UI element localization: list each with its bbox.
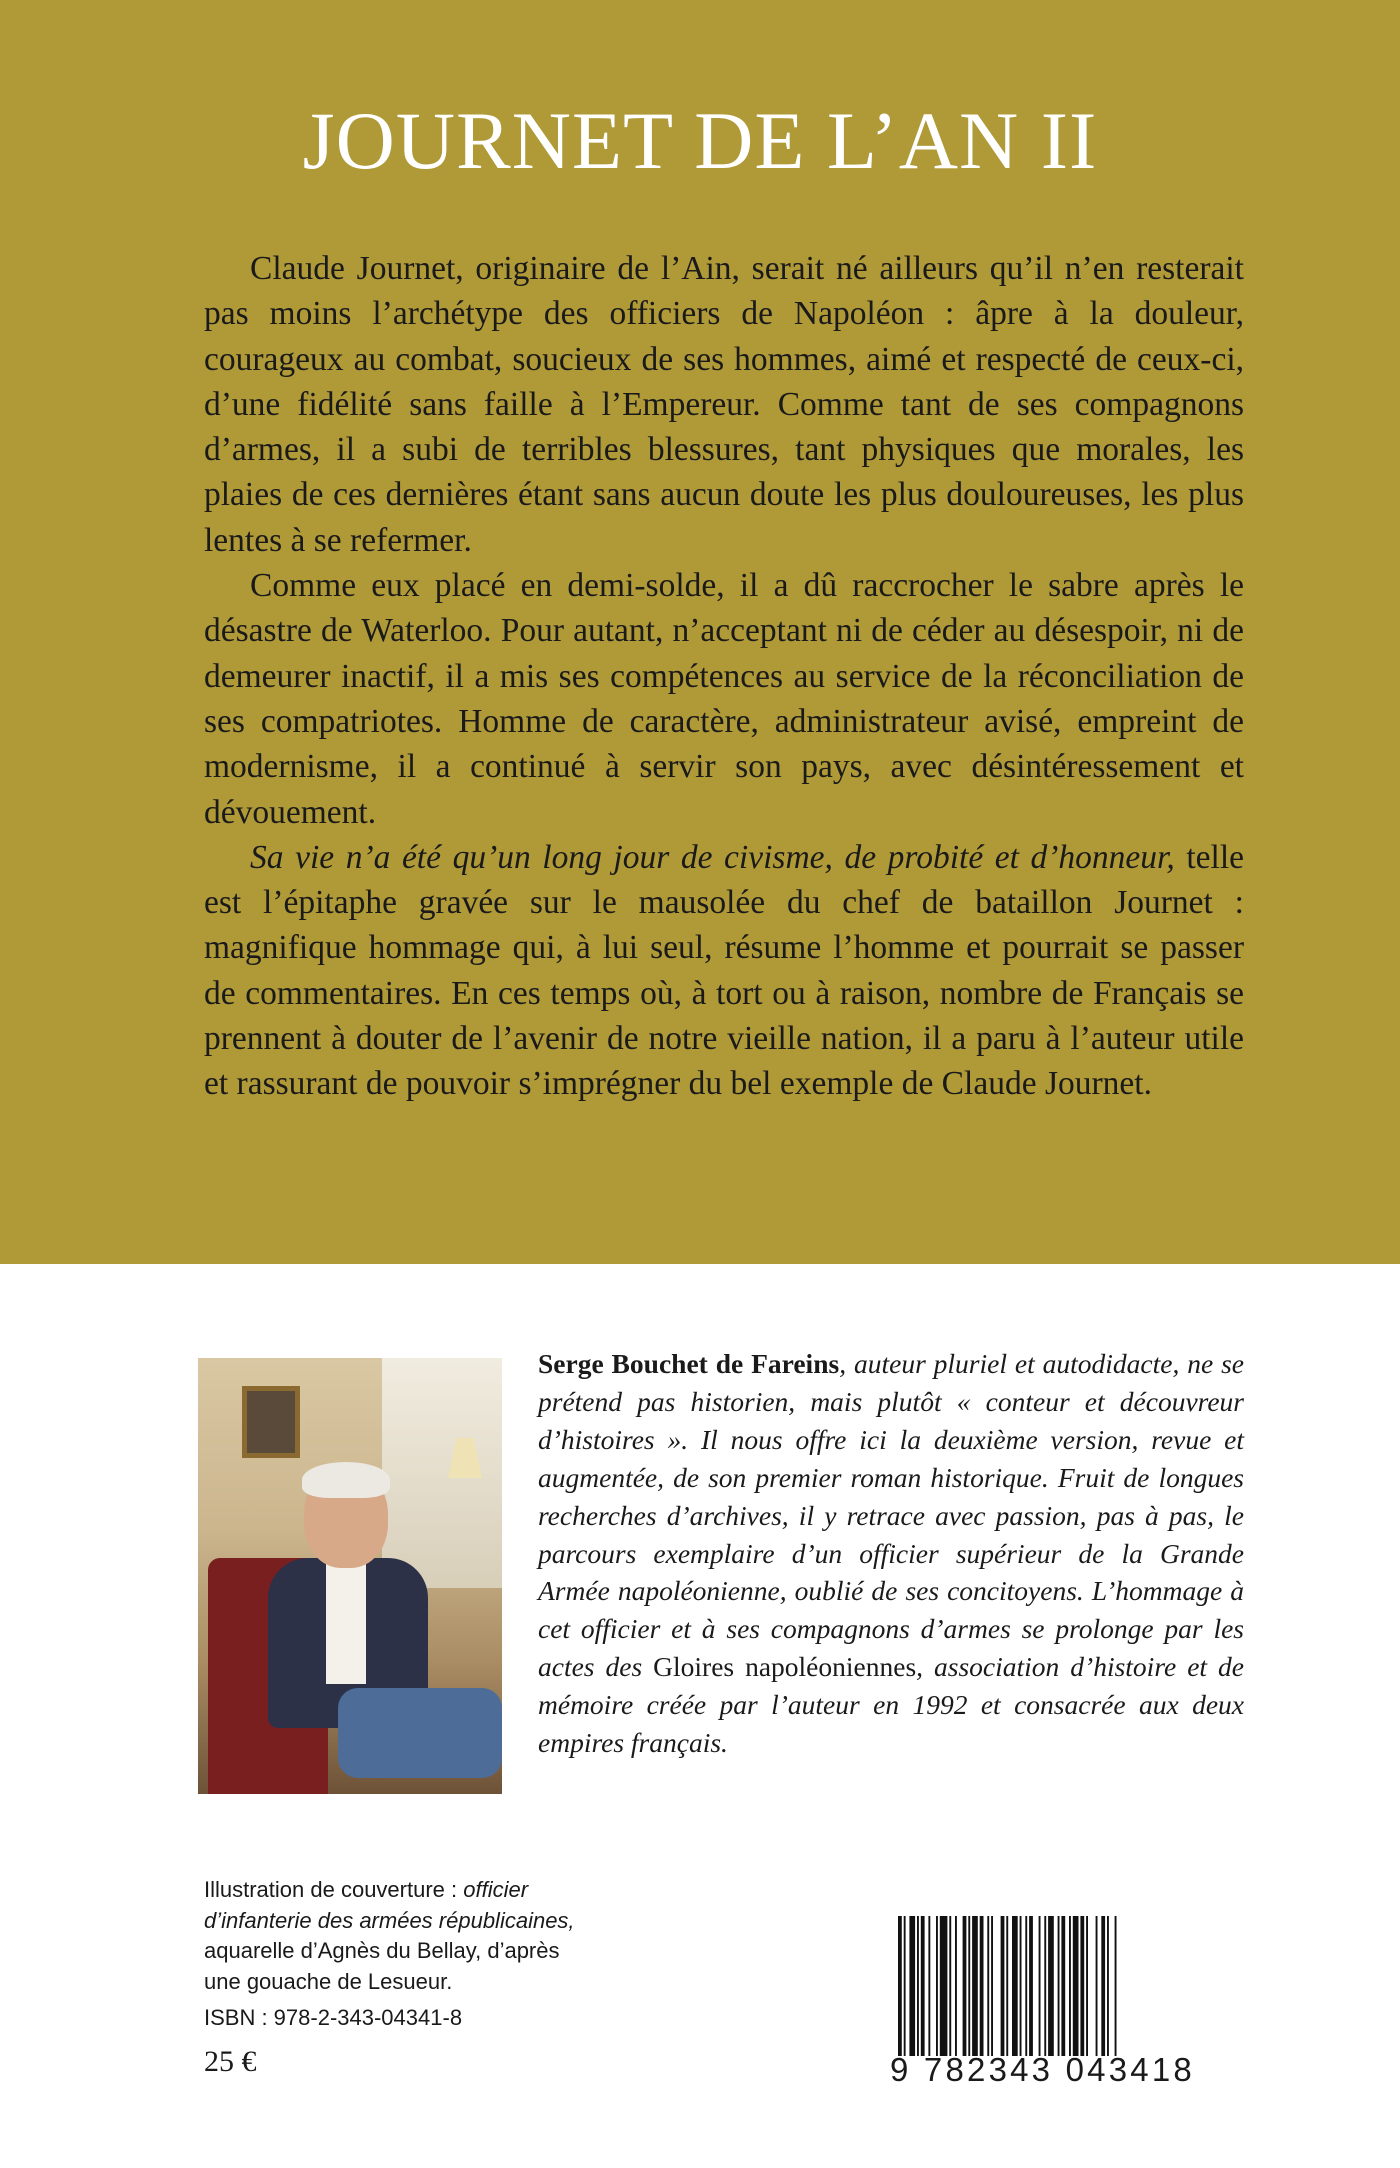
barcode-bar <box>1001 1916 1005 2056</box>
barcode-bar <box>1058 1916 1060 2056</box>
barcode-bar <box>1096 1916 1098 2056</box>
synopsis-paragraph-1: Claude Journet, originaire de l’Ain, serait né ailleurs qu’il n’en resterait pas moins l’archétype des officiers de Napoléon : âpre à la douleur, courageux au combat, soucieux de ses hommes, aimé et respecté de ceux-ci, d’une fidélité sans faille à l’Empereur. Comme tant de ses compagnons d’armes, il a subi de terribles blessures, tant physiques que morales, les plaies de ces dernières étant sans aucun doute les plus douloureuses, les plus lentes à se refermer. <box>204 250 1244 559</box>
barcode-bar <box>987 1916 989 2056</box>
synopsis-paragraph-3 <box>204 835 1244 1107</box>
synopsis-paragraph-3-rest: telle est l’épitaphe gravée sur le mausolée du chef de bataillon Journet : magnifique hommage qui, à lui seul, résume l’homme et pourrait se passer de commentaires. En ces temps où, à tort ou à raison, nombre de Français se prennent à douter de l’avenir de notre vieille nation, il a paru à l’auteur utile et rassurant de pouvoir s’imprégner du bel exemple de Claude Journet. <box>204 838 1244 1103</box>
photo-window <box>382 1358 502 1588</box>
author-bio-part-1: , auteur pluriel et autodidacte, ne se prétend pas historien, mais plutôt « conteur et découvreur d’histoires ». Il nous offre ici la deuxième version, revue et augmentée, de son premier roman historique. Fruit de longues recherches d’archives, il y retrace avec passion, pas à pas, le parcours exemplaire d’un officier supérieur de la Grande Armée napoléonienne, oublié de ses concitoyens. L’hommage à cet officier et à ses compagnons d’armes se prolonge par les actes des <box>538 1348 1244 1683</box>
barcode-digits: 9 782343 043418 <box>890 2051 1195 2088</box>
barcode-bar <box>928 1916 930 2056</box>
author-bio <box>538 1345 1244 1762</box>
book-title: JOURNET DE L’AN II <box>302 95 1098 186</box>
photo-portrait-frame <box>242 1386 300 1458</box>
barcode-bar <box>940 1916 948 2056</box>
cover-illustration-credits <box>204 1875 584 1997</box>
barcode-bar <box>968 1916 970 2056</box>
barcode-bar <box>909 1916 915 2056</box>
barcode-bar <box>1044 1916 1046 2056</box>
credits-italic: officier d’infanterie des armées républicaines, <box>204 1877 575 1933</box>
barcode-bar <box>1073 1916 1079 2056</box>
barcode-bar <box>1006 1916 1008 2056</box>
barcode-bar <box>1020 1916 1022 2056</box>
barcode-bar <box>1025 1916 1027 2056</box>
barcode-bar <box>1107 1916 1109 2056</box>
barcode-bar <box>972 1916 978 2056</box>
isbn: ISBN : 978-2-343-04341-8 <box>204 2005 463 2030</box>
photo-shirt <box>326 1564 366 1684</box>
synopsis-text <box>204 246 1244 1107</box>
barcode-bar <box>955 1916 957 2056</box>
price: 25 € <box>204 2045 257 2078</box>
barcode-bars <box>896 1916 1208 2056</box>
author-name: Serge Bouchet de Fareins <box>538 1348 840 1379</box>
barcode-bar <box>1080 1916 1084 2056</box>
barcode-bar <box>1029 1916 1033 2056</box>
barcode-bar <box>963 1916 967 2056</box>
barcode-bar <box>1069 1916 1071 2056</box>
barcode-bar <box>904 1916 906 2056</box>
credits-rest: aquarelle d’Agnès du Bellay, d’après une gouache de Lesueur. <box>204 1938 560 1994</box>
photo-hair <box>302 1462 390 1498</box>
author-bio-gloires: Gloires napoléoniennes <box>653 1651 917 1683</box>
author-photo <box>198 1358 502 1794</box>
barcode-bar <box>949 1916 951 2056</box>
barcode-bar <box>1086 1916 1088 2056</box>
barcode-bar <box>898 1916 902 2056</box>
photo-legs <box>338 1688 502 1778</box>
barcode-bar <box>1061 1916 1065 2056</box>
barcode-bar <box>917 1916 919 2056</box>
synopsis-paragraph-2: Comme eux placé en demi-solde, il a dû raccrocher le sabre après le désastre de Waterloo. Pour autant, n’acceptant ni de céder au désespoir, ni de demeurer inactif, il a mis ses compétences au service de la réconciliation de ses compatriotes. Homme de caractère, administrateur avisé, empreint de modernisme, il a continué à servir son pays, avec désintéressement et dévouement. <box>204 567 1244 831</box>
epitaph-quote: Sa vie n’a été qu’un long jour de civisme, de probité et d’honneur, <box>250 838 1175 876</box>
barcode-bar <box>980 1916 984 2056</box>
barcode-bar <box>936 1916 938 2056</box>
barcode-bar <box>1115 1916 1117 2056</box>
barcode-bar <box>1101 1916 1105 2056</box>
barcode-bar <box>921 1916 925 2056</box>
barcode-bar <box>1012 1916 1018 2056</box>
author-bio-part-2: , association d’histoire et de mémoire créée par l’auteur en 1992 et consacrée aux deux empires français. <box>538 1651 1244 1759</box>
barcode-bar <box>991 1916 993 2056</box>
credits-label: Illustration de couverture : <box>204 1877 464 1902</box>
barcode-bar <box>1039 1916 1041 2056</box>
barcode <box>896 1916 1208 2056</box>
barcode-bar <box>1048 1916 1054 2056</box>
